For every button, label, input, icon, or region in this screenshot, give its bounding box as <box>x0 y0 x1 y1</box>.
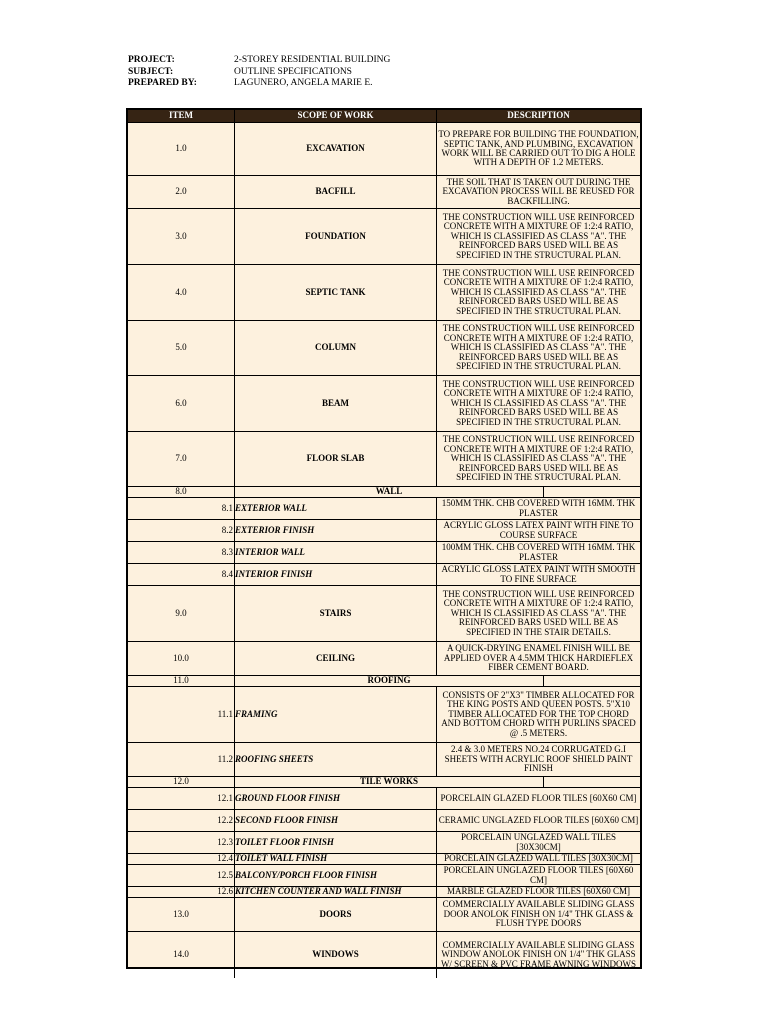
description-cell: THE SOIL THAT IS TAKEN OUT DURING THE EXCAVATION PROCESS WILL BE REUSED FOR BACKFILLING. <box>442 176 635 206</box>
column-header-description: DESCRIPTION <box>507 110 570 121</box>
item-number: 8.0 <box>128 487 235 497</box>
table-row <box>128 810 640 832</box>
description-cell: A QUICK-DRYING ENAMEL FINISH WILL BE APPLIED OVER A 4.5MM THICK HARDIEFLEX FIBER CEMENT BOARD. <box>443 643 634 673</box>
table-row <box>128 564 640 586</box>
description-cell: THE CONSTRUCTION WILL USE REINFORCED CONCRETE WITH A MIXTURE OF 1:2:4 RATIO, WHICH IS CLASSIFIED AS CLASS "A". THE REINFORCED BARS USED WILL BE AS SPECIFIED IN THE STRUCTURAL PLAN. <box>442 211 635 260</box>
scope-of-work: BEAM <box>235 376 437 431</box>
description-cell: THE CONSTRUCTION WILL USE REINFORCED CONCRETE WITH A MIXTURE OF 1:2:4 RATIO, WHICH IS CLASSIFIED AS CLASS "A". THE REINFORCED BARS USED WILL BE AS SPECIFIED IN THE STRUCTURAL PLAN. <box>442 434 635 483</box>
subject-line <box>128 67 390 79</box>
table-row <box>128 209 640 265</box>
description-cell: TO PREPARE FOR BUILDING THE FOUNDATION, SEPTIC TANK, AND PLUMBING, EXCAVATION WORK WILL BE CARRIED OUT TO DIG A HOLE WITH A DEPTH OF 1.2 METERS. <box>438 129 639 168</box>
sub-scope-of-work: EXTERIOR WALL <box>235 498 437 519</box>
item-number: 10.0 <box>128 642 235 675</box>
description-cell: COMMERCIALLY AVAILABLE SLIDING GLASS WINDOW ANOLOK FINISH ON 1/4" THK GLASS W/ SCREEN & PVC FRAME AWNING WINDOWS <box>440 939 637 969</box>
sub-item-number: 11.2 <box>128 743 235 776</box>
description-cell: THE CONSTRUCTION WILL USE REINFORCED CONCRETE WITH A MIXTURE OF 1:2:4 RATIO, WHICH IS CLASSIFIED AS CLASS "A". THE REINFORCED BARS USED WILL BE AS SPECIFIED IN THE STAIR DETAILS. <box>442 588 635 637</box>
scope-of-work: WINDOWS <box>235 932 437 978</box>
document-header <box>128 55 390 90</box>
table-row <box>128 854 640 865</box>
scope-of-work: BACFILL <box>235 176 437 208</box>
sub-scope-of-work: ROOFING SHEETS <box>235 743 437 776</box>
empty-cell <box>544 487 640 497</box>
table-header-row <box>128 110 640 123</box>
table-row <box>128 498 640 520</box>
table-row <box>128 898 640 932</box>
scope-of-work: COLUMN <box>235 321 437 375</box>
item-number: 12.0 <box>128 777 235 787</box>
section-row <box>128 676 640 687</box>
specifications-table <box>126 108 642 969</box>
sub-item-number: 8.4 <box>128 564 235 585</box>
description-cell: THE CONSTRUCTION WILL USE REINFORCED CONCRETE WITH A MIXTURE OF 1:2:4 RATIO, WHICH IS CLASSIFIED AS CLASS "A". THE REINFORCED BARS USED WILL BE AS SPECIFIED IN THE STRUCTURAL PLAN. <box>442 323 635 372</box>
scope-of-work: STAIRS <box>235 586 437 641</box>
scope-of-work: SEPTIC TANK <box>235 265 437 320</box>
prepared-by-value: LAGUNERO, ANGELA MARIE E. <box>234 78 373 88</box>
project-value: 2-STOREY RESIDENTIAL BUILDING <box>234 55 391 65</box>
description-cell: THE CONSTRUCTION WILL USE REINFORCED CONCRETE WITH A MIXTURE OF 1:2:4 RATIO, WHICH IS CLASSIFIED AS CLASS "A". THE REINFORCED BARS USED WILL BE AS SPECIFIED IN THE STRUCTURAL PLAN. <box>442 267 635 316</box>
empty-cell <box>544 676 640 686</box>
sub-item-number: 8.3 <box>128 542 235 563</box>
sub-scope-of-work: FRAMING <box>235 687 437 742</box>
section-row <box>128 777 640 788</box>
description-cell: THE CONSTRUCTION WILL USE REINFORCED CONCRETE WITH A MIXTURE OF 1:2:4 RATIO, WHICH IS CLASSIFIED AS CLASS "A". THE REINFORCED BARS USED WILL BE AS SPECIFIED IN THE STRUCTURAL PLAN. <box>442 378 635 427</box>
table-row <box>128 865 640 887</box>
sub-scope-of-work: TOILET WALL FINISH <box>235 854 437 864</box>
description-cell: PORCELAIN GLAZED FLOOR TILES [60X60 CM] <box>440 792 637 803</box>
table-row <box>128 520 640 542</box>
item-number: 5.0 <box>128 321 235 375</box>
sub-item-number: 12.2 <box>128 810 235 831</box>
sub-item-number: 12.6 <box>128 887 235 897</box>
table-row <box>128 642 640 676</box>
item-number: 9.0 <box>128 586 235 641</box>
item-number: 13.0 <box>128 898 235 931</box>
table-row <box>128 832 640 854</box>
prepared-by-label: PREPARED BY: <box>128 78 197 88</box>
scope-of-work: EXCAVATION <box>235 123 437 175</box>
project-line <box>128 55 390 67</box>
description-cell: COMMERCIALLY AVAILABLE SLIDING GLASS DOOR ANOLOK FINISH ON 1/4" THK GLASS & FLUSH TYPE DOORS <box>442 899 635 929</box>
table-row <box>128 788 640 810</box>
scope-of-work: CEILING <box>235 642 437 675</box>
table-row <box>128 432 640 487</box>
sub-scope-of-work: INTERIOR WALL <box>235 542 437 563</box>
sub-scope-of-work: EXTERIOR FINISH <box>235 520 437 541</box>
scope-of-work: FOUNDATION <box>235 209 437 264</box>
section-title: TILE WORKS <box>235 777 544 787</box>
column-header-item: ITEM <box>128 110 235 122</box>
empty-cell <box>544 777 640 787</box>
table-row <box>128 176 640 209</box>
sub-item-number: 11.1 <box>128 687 235 742</box>
section-row <box>128 487 640 498</box>
table-row <box>128 542 640 564</box>
section-title: ROOFING <box>235 676 544 686</box>
table-row <box>128 586 640 642</box>
description-cell: PORCELAIN UNGLAZED FLOOR TILES [60X60 CM] <box>443 865 634 885</box>
section-title: WALL <box>235 487 544 497</box>
item-number: 3.0 <box>128 209 235 264</box>
table-row <box>128 321 640 376</box>
description-cell: MARBLE GLAZED FLOOR TILES [60X60 CM] <box>446 886 631 897</box>
item-number: 2.0 <box>128 176 235 208</box>
description-cell: CONSISTS OF 2"X3" TIMBER ALLOCATED FOR THE KING POSTS AND QUEEN POSTS. 5"X10 TIMBER ALLOCATED FOR THE TOP CHORD AND BOTTOM CHORD WITH PURLINS SPACED @ .5 METERS. <box>441 689 636 738</box>
sub-scope-of-work: SECOND FLOOR FINISH <box>235 810 437 831</box>
item-number: 1.0 <box>128 123 235 175</box>
scope-of-work: DOORS <box>235 898 437 931</box>
table-row <box>128 687 640 743</box>
project-label: PROJECT: <box>128 55 175 65</box>
sub-item-number: 12.5 <box>128 865 235 886</box>
subject-value: OUTLINE SPECIFICATIONS <box>234 66 352 77</box>
description-cell: CERAMIC UNGLAZED FLOOR TILES [60X60 CM] <box>438 814 639 825</box>
description-cell: PORCELAIN UNGLAZED WALL TILES [30X30CM] <box>460 832 617 852</box>
scope-of-work: FLOOR SLAB <box>235 432 437 486</box>
item-number: 7.0 <box>128 432 235 486</box>
sub-scope-of-work: KITCHEN COUNTER AND WALL FINISH <box>235 887 437 897</box>
sub-item-number: 8.1 <box>128 498 235 519</box>
item-number: 14.0 <box>128 932 235 978</box>
table-row <box>128 265 640 321</box>
prepared-by-line <box>128 78 390 90</box>
table-row <box>128 123 640 176</box>
description-cell: PORCELAIN GLAZED WALL TILES [30X30CM] <box>444 853 633 864</box>
table-row <box>128 887 640 898</box>
table-row <box>128 743 640 777</box>
column-header-scope: SCOPE OF WORK <box>235 110 437 122</box>
sub-item-number: 12.3 <box>128 832 235 853</box>
description-cell: 150MM THK. CHB COVERED WITH 16MM. THK PLASTER <box>441 498 636 518</box>
sub-item-number: 12.1 <box>128 788 235 809</box>
item-number: 11.0 <box>128 676 235 686</box>
sub-scope-of-work: GROUND FLOOR FINISH <box>235 788 437 809</box>
sub-scope-of-work: TOILET FLOOR FINISH <box>235 832 437 853</box>
sub-item-number: 12.4 <box>128 854 235 864</box>
item-number: 6.0 <box>128 376 235 431</box>
description-cell: ACRYLIC GLOSS LATEX PAINT WITH FINE TO COURSE SURFACE <box>443 520 634 540</box>
description-cell: 2.4 & 3.0 METERS NO.24 CORRUGATED G.I SHEETS WITH ACRYLIC ROOF SHIELD PAINT FINISH <box>444 744 633 774</box>
sub-scope-of-work: BALCONY/PORCH FLOOR FINISH <box>235 865 437 886</box>
subject-label: SUBJECT: <box>128 66 174 77</box>
item-number: 4.0 <box>128 265 235 320</box>
description-cell: ACRYLIC GLOSS LATEX PAINT WITH SMOOTH TO FINE SURFACE <box>441 564 636 584</box>
description-cell: 100MM THK. CHB COVERED WITH 16MM. THK PLASTER <box>441 542 636 562</box>
sub-item-number: 8.2 <box>128 520 235 541</box>
table-row <box>128 932 640 978</box>
sub-scope-of-work: INTERIOR FINISH <box>235 564 437 585</box>
table-row <box>128 376 640 432</box>
